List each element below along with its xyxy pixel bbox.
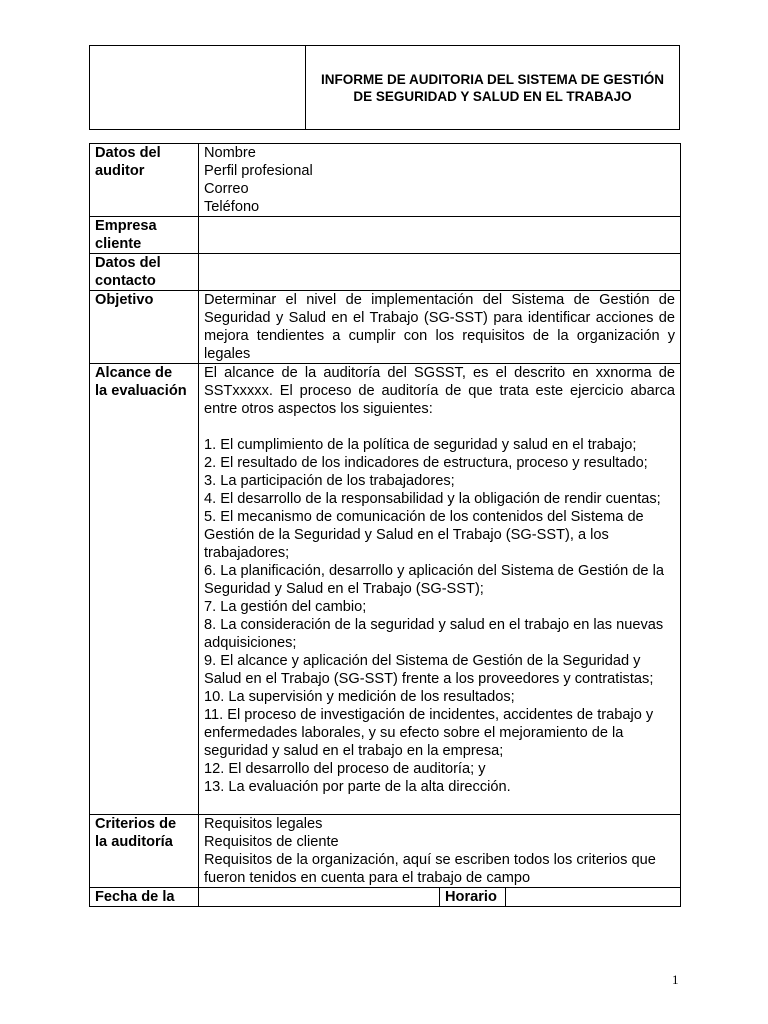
alcance-item: 11. El proceso de investigación de incidentes, accidentes de trabajo y enfermedades laborales, y su efecto sobre el mejoramiento de la seguridad y salud en el trabajo en la empresa;	[204, 707, 654, 759]
value-objetivo: Determinar el nivel de implementación del Sistema de Gestión de Seguridad y Salud en el Trabajo (SG-SST) para identificar acciones de mejora tendientes a cumplir con los requisitos de la organización y legales	[199, 291, 681, 364]
criterio-item: Requisitos legales	[204, 816, 323, 832]
label-criterios-line-1: Criterios de	[95, 816, 177, 832]
page-number: 1	[672, 972, 679, 987]
label-datos-contacto-line-2: contacto	[95, 273, 156, 289]
value-alcance	[199, 364, 681, 815]
alcance-item: 10. La supervisión y medición de los resultados;	[204, 689, 515, 705]
value-fecha[interactable]	[199, 888, 440, 907]
spacer	[204, 418, 675, 436]
label-datos-contacto-line-1: Datos del	[95, 255, 161, 271]
row-contacto	[90, 254, 681, 291]
label-empresa-cliente	[90, 217, 199, 254]
alcance-item: 6. La planificación, desarrollo y aplicación del Sistema de Gestión de la Seguridad y Salud en el Trabajo (SG-SST);	[204, 563, 664, 597]
criterio-item: Requisitos de la organización, aquí se escriben todos los criterios que fueron tenidos en cuenta para el trabajo de campo	[204, 852, 656, 886]
criterio-item: Requisitos de cliente	[204, 834, 339, 850]
value-datos-auditor	[199, 144, 681, 217]
label-criterios-line-2: la auditoría	[95, 834, 173, 850]
alcance-item: 1. El cumplimiento de la política de seguridad y salud en el trabajo;	[204, 437, 637, 453]
alcance-item: 12. El desarrollo del proceso de auditoría; y	[204, 761, 486, 777]
row-empresa	[90, 217, 681, 254]
row-auditor	[90, 144, 681, 217]
label-empresa-cliente-line-2: cliente	[95, 236, 142, 252]
label-fecha: Fecha de la	[90, 888, 199, 907]
document-title-line-2: DE SEGURIDAD Y SALUD EN EL TRABAJO	[353, 88, 632, 104]
document-title	[306, 46, 680, 130]
label-datos-auditor	[90, 144, 199, 217]
label-criterios	[90, 815, 199, 888]
document-header	[89, 45, 680, 130]
alcance-item: 13. La evaluación por parte de la alta dirección.	[204, 779, 511, 795]
auditor-nombre: Nombre	[204, 145, 256, 161]
auditor-telefono: Teléfono	[204, 199, 260, 215]
label-datos-auditor-line-2: auditor	[95, 163, 145, 179]
row-criterios	[90, 815, 681, 888]
audit-info-table	[89, 143, 681, 907]
label-alcance-line-1: Alcance de	[95, 365, 173, 381]
alcance-item: 3. La participación de los trabajadores;	[204, 473, 455, 489]
label-datos-contacto	[90, 254, 199, 291]
alcance-item: 4. El desarrollo de la responsabilidad y la obligación de rendir cuentas;	[204, 491, 661, 507]
row-fecha	[90, 888, 681, 907]
logo-cell	[90, 46, 306, 130]
alcance-item: 2. El resultado de los indicadores de estructura, proceso y resultado;	[204, 455, 648, 471]
label-horario: Horario	[440, 888, 506, 907]
document-title-line-1: INFORME DE AUDITORIA DEL SISTEMA DE GESTIÓN	[320, 71, 665, 87]
value-datos-contacto[interactable]	[199, 254, 681, 291]
value-horario[interactable]	[506, 888, 681, 907]
label-empresa-cliente-line-1: Empresa	[95, 218, 157, 234]
row-alcance	[90, 364, 681, 815]
alcance-intro: El alcance de la auditoría del SGSST, es el descrito en xxnorma de SSTxxxxx. El proceso de auditoría de que trata este ejercicio abarca entre otros aspectos los siguientes:	[204, 365, 676, 417]
auditor-perfil: Perfil profesional	[204, 163, 313, 179]
alcance-item: 5. El mecanismo de comunicación de los contenidos del Sistema de Gestión de la Seguridad y Salud en el Trabajo (SG-SST), a los trabajadores;	[204, 509, 644, 561]
alcance-item: 9. El alcance y aplicación del Sistema de Gestión de la Seguridad y Salud en el Trabajo (SG-SST) frente a los proveedores y contratistas;	[204, 653, 654, 687]
alcance-item: 8. La consideración de la seguridad y salud en el trabajo en las nuevas adquisiciones;	[204, 617, 664, 651]
label-alcance-line-2: la evaluación	[95, 383, 187, 399]
value-criterios	[199, 815, 681, 888]
label-objetivo: Objetivo	[90, 291, 199, 364]
row-objetivo	[90, 291, 681, 364]
label-alcance	[90, 364, 199, 815]
alcance-item: 7. La gestión del cambio;	[204, 599, 367, 615]
auditor-correo: Correo	[204, 181, 249, 197]
value-empresa-cliente[interactable]	[199, 217, 681, 254]
label-datos-auditor-line-1: Datos del	[95, 145, 161, 161]
